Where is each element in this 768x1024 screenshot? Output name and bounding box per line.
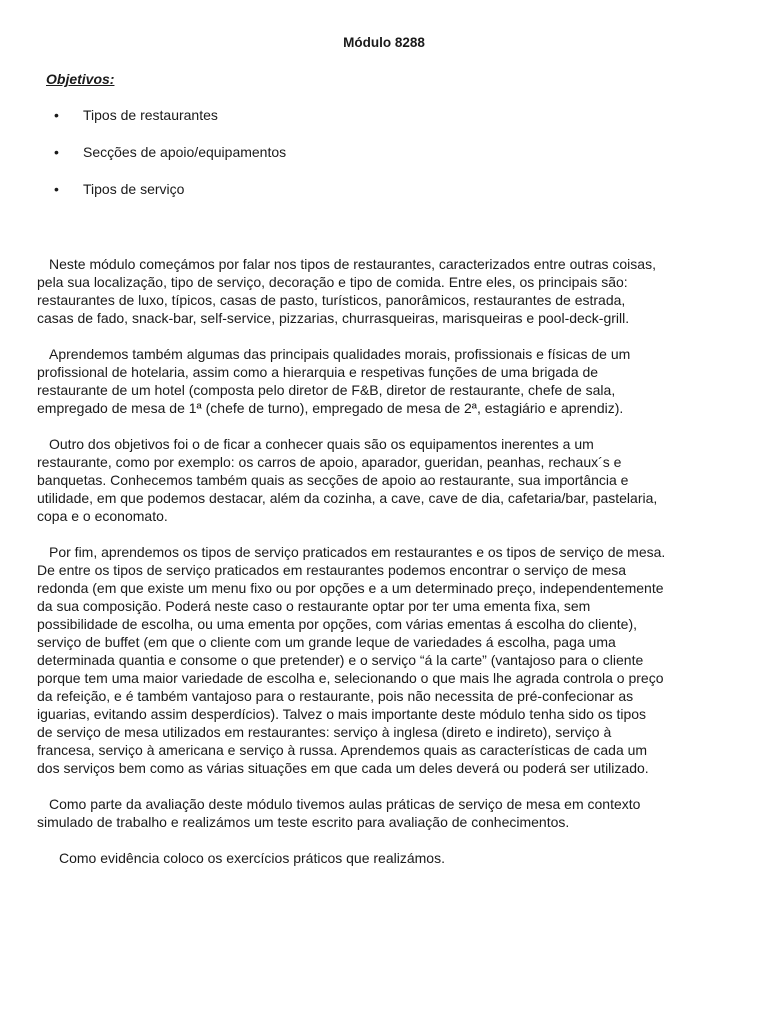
document-title: Módulo 8288: [343, 35, 425, 50]
objective-text: Tipos de restaurantes: [83, 107, 218, 123]
list-item: [54, 107, 286, 144]
paragraph-brigade: Aprendemos também algumas das principais qualidades morais, profissionais e físicas de um profissional de hotelaria, assim como a hierarquia e respetivas funções de uma brigada de restaurante de um hotel (composta pelo diretor de F&B, diretor de restaurante, chefe de sala, empregado de mesa de 1ª (chefe de turno), empregado de mesa de 2ª, estagiário e aprendiz).: [37, 346, 631, 416]
body-text: [37, 255, 737, 885]
objective-text: Tipos de serviço: [83, 181, 185, 197]
bullet-icon: •: [54, 181, 59, 197]
paragraph-evaluation: Como parte da avaliação deste módulo tivemos aulas práticas de serviço de mesa em contexto simulado de trabalho e realizámos um teste escrito para avaliação de conhecimentos.: [37, 796, 641, 830]
list-item: [54, 144, 286, 181]
objective-text: Secções de apoio/equipamentos: [83, 144, 287, 160]
bullet-icon: •: [54, 144, 59, 160]
objectives-heading: Objetivos:: [46, 71, 115, 87]
paragraph-service-types: Por fim, aprendemos os tipos de serviço praticados em restaurantes e os tipos de serviço de mesa. De entre os tipos de serviço praticados em restaurantes podemos encontrar o serviço de mesa redonda (em que existe um menu fixo ou por opções e a um determinado preço, independentemente da sua composição. Poderá neste caso o restaurante optar por ter uma ementa fixa, sem possibilidade de escolha, ou uma ementa por opções, com várias ementas á escolha do cliente), serviço de buffet (em que o cliente com um grande leque de variedades á escolha, paga uma determinada quantia e consome o que pretender) e o serviço “á la carte” (vantajoso para o cliente porque tem uma maior variedade de escolha e, selecionando o que mais lhe agrada controla o preço da refeição, e é também vantajoso para o restaurante, pois não necessita de pré-confecionar as iguarias, evitando assim desperdícios). Talvez o mais importante deste módulo tenha sido os tipos de serviço de mesa utilizados em restaurantes: serviço à inglesa (direto e indireto), serviço à francesa, serviço à americana e serviço à russa. Aprendemos quais as características de cada um dos serviços bem como as várias situações em que cada um deles deverá ou poderá ser utilizado.: [37, 544, 666, 776]
paragraph-equipment: Outro dos objetivos foi o de ficar a conhecer quais são os equipamentos inerentes a um restaurante, como por exemplo: os carros de apoio, aparador, gueridan, peanhas, rechaux´s e banquetas. Conhecemos também quais as secções de apoio ao restaurante, sua importância e utilidade, em que podemos destacar, além da cozinha, a cave, cave de dia, cafetaria/bar, pastelaria, copa e o economato.: [37, 436, 658, 524]
paragraph-restaurant-types: Neste módulo começámos por falar nos tipos de restaurantes, caracterizados entre outras coisas, pela sua localização, tipo de serviço, decoração e tipo de comida. Entre eles, os principais são: restaurantes de luxo, típicos, casas de pasto, turísticos, panorâmicos, restaurantes de estrada, casas de fado, snack-bar, self-service, pizzarias, churrasqueiras, marisqueiras e pool-deck-grill.: [37, 256, 656, 326]
objectives-list: [54, 107, 286, 218]
list-item: [54, 181, 286, 218]
bullet-icon: •: [54, 107, 59, 123]
paragraph-evidence: Como evidência coloco os exercícios práticos que realizámos.: [59, 850, 445, 866]
